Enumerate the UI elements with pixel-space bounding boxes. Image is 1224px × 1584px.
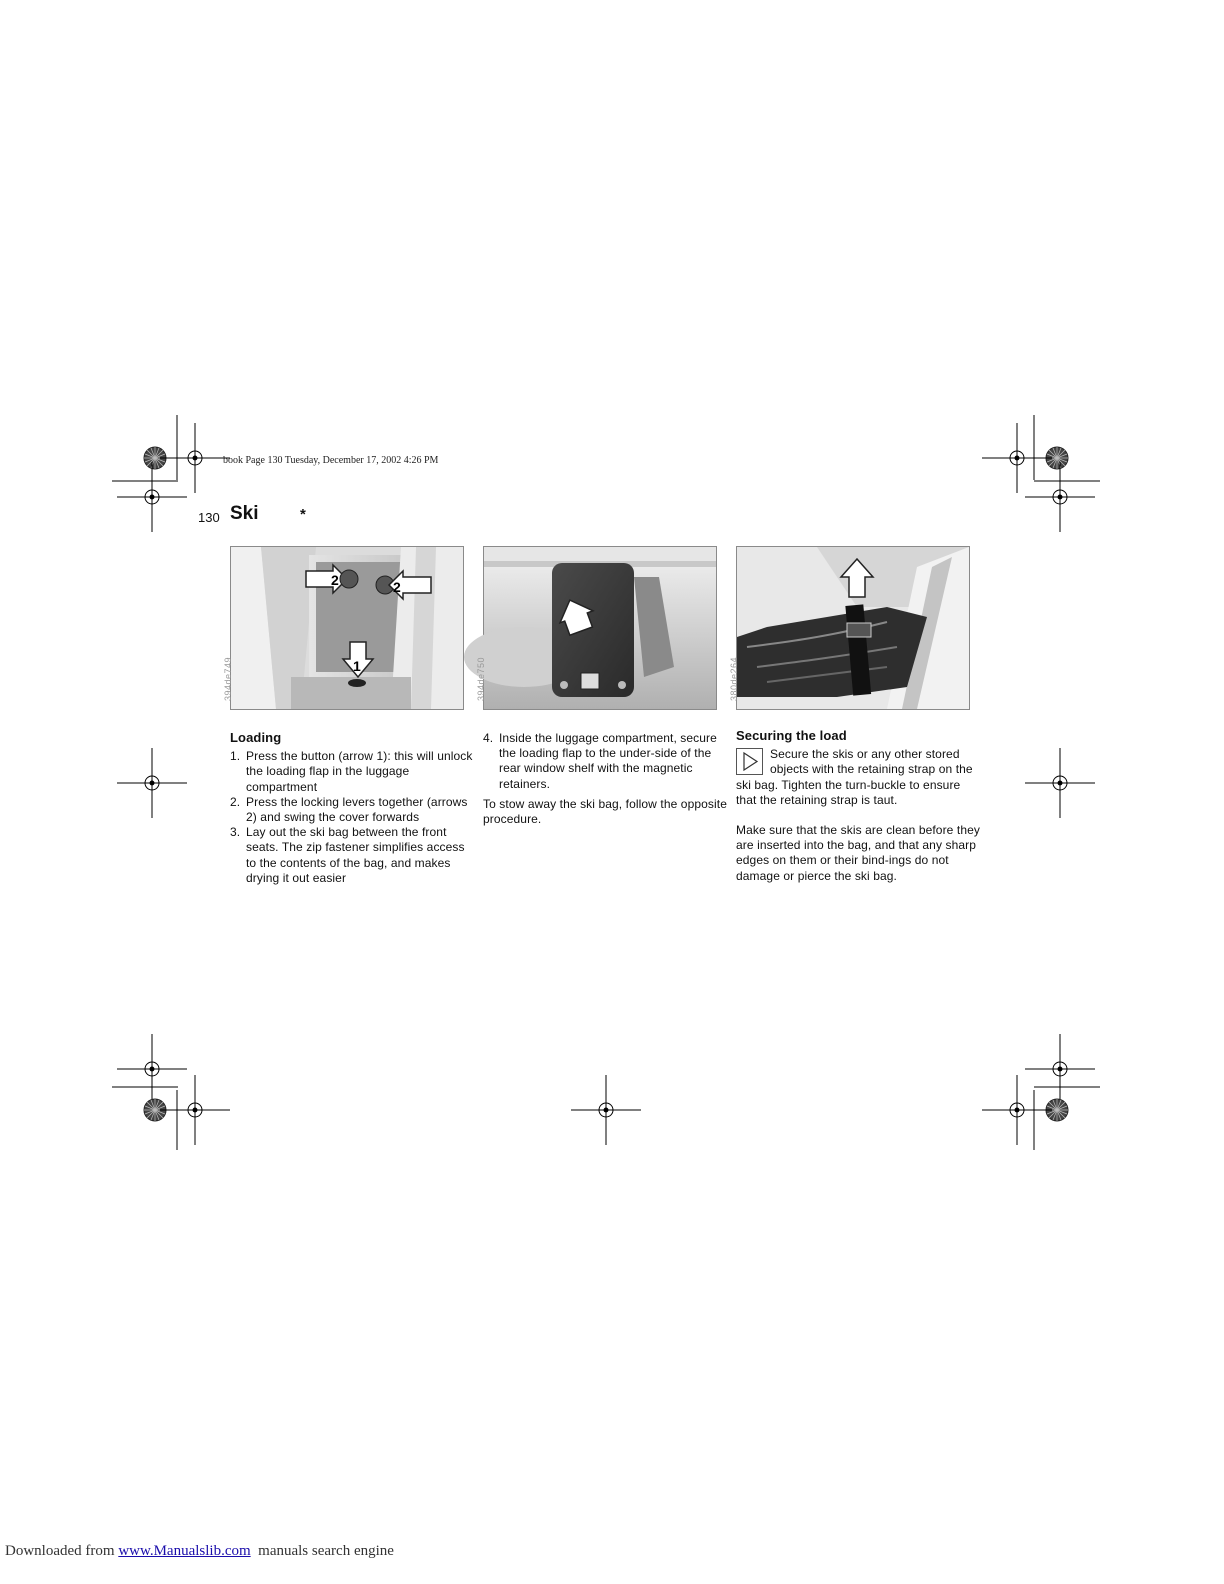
arrow-label: 1 <box>353 658 361 674</box>
step-text: Press the locking levers together (arrows 2) and swing the cover forwards <box>246 794 468 825</box>
loading-steps-continued <box>483 731 728 792</box>
securing-paragraph: Make sure that the skis are clean before they are inserted into the bag, and that any sharp edges on them or their bind-ings do not damage or pierce the ski bag. <box>736 823 980 883</box>
note-triangle-icon <box>736 748 763 775</box>
list-item <box>230 749 475 795</box>
loading-steps <box>230 749 475 886</box>
figure-code: 380de264 <box>729 656 739 701</box>
step-text: Press the button (arrow 1): this will unlock the loading flap in the luggage compartment <box>246 749 473 794</box>
step-text: Inside the luggage compartment, secure the loading flap to the under-side of the rear window shelf with the magnetic retainers. <box>499 731 717 791</box>
loading-continued <box>483 731 728 827</box>
list-item <box>483 731 728 792</box>
list-item <box>230 825 475 886</box>
stow-instruction: To stow away the ski bag, follow the opposite procedure. <box>483 796 727 827</box>
securing-note-text: Secure the skis or any other stored objects with the retaining strap on the ski bag. Tighten the turn-buckle to ensure that the retaining strap is taut. <box>736 747 973 807</box>
manualslib-link[interactable]: www.Manualslib.com <box>118 1543 251 1559</box>
step-number: 1. <box>230 749 241 764</box>
figure-loading-flap <box>223 546 464 710</box>
arrow-label: 2 <box>331 572 339 588</box>
loading-heading: Loading <box>230 730 282 745</box>
step-text: Lay out the ski bag between the front seats. The zip fastener simplifies access to the contents of the bag, and makes drying it out easier <box>246 825 465 885</box>
page-number: 130 <box>198 510 220 525</box>
step-number: 2. <box>230 794 241 809</box>
figure-code: 394de749 <box>223 656 233 701</box>
footer-suffix: manuals search engine <box>250 1543 394 1559</box>
print-header-line: book Page 130 Tuesday, December 17, 2002 4:26 PM <box>223 455 439 466</box>
list-item <box>230 795 475 825</box>
ski-bag-strap-illustration <box>737 547 969 709</box>
footer-prefix: Downloaded from <box>5 1543 119 1559</box>
arrow-label: 2 <box>393 579 401 595</box>
figure-code: 394de750 <box>476 656 486 701</box>
securing-section <box>736 728 981 884</box>
loading-flap-secured-illustration <box>484 547 716 709</box>
loading-section <box>230 730 475 886</box>
loading-flap-illustration <box>231 547 463 709</box>
optional-equipment-asterisk: * <box>300 506 306 523</box>
figure-securing-strap <box>729 546 970 710</box>
securing-note <box>736 747 981 808</box>
figure-magnetic-retainer <box>476 546 717 710</box>
securing-heading: Securing the load <box>736 728 847 743</box>
download-footer <box>5 1543 394 1560</box>
step-number: 4. <box>483 731 494 745</box>
page-title: Ski <box>230 503 259 524</box>
step-number: 3. <box>230 825 241 840</box>
